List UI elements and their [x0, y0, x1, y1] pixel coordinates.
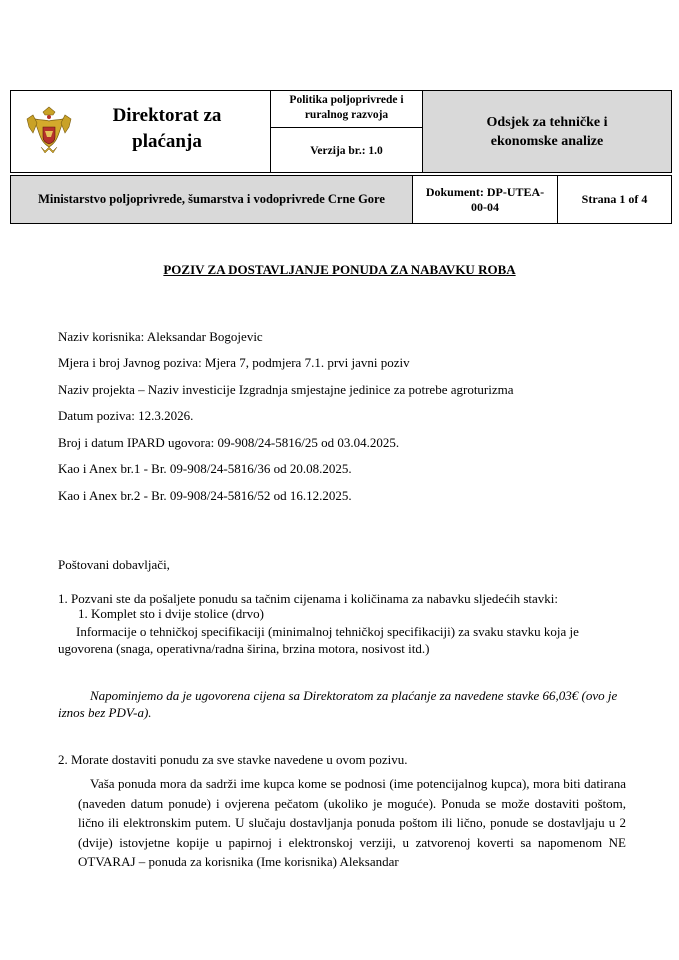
- header-table-top: [10, 90, 672, 173]
- coat-of-arms-icon: [25, 103, 73, 166]
- page-cell: [558, 176, 672, 224]
- ministry-text: Ministarstvo poljoprivrede, šumarstva i vodoprivrede Crne Gore: [38, 192, 385, 206]
- page-number: Strana 1 of 4: [581, 192, 648, 206]
- header-table-bottom: [10, 175, 672, 224]
- org-cell: [11, 91, 271, 173]
- section-2-text: 2. Morate dostaviti ponudu za sve stavke navedene u ovom pozivu.: [58, 752, 408, 767]
- info-date: Datum poziva: 12.3.2026.: [58, 408, 194, 423]
- document-cell: [413, 176, 558, 224]
- policy-cell: [271, 91, 423, 173]
- info-beneficiary: Naziv korisnika: Aleksandar Bogojevic: [58, 329, 263, 344]
- info-ipard-contract: Broj i datum IPARD ugovora: 09-908/24-5816/25 od 03.04.2025.: [58, 435, 400, 450]
- info-project: Naziv projekta – Naziv investicije Izgradnja smjestajne jedinice za potrebe agroturizma: [58, 382, 514, 397]
- ministry-cell: [11, 176, 413, 224]
- info-annex-1: Kao i Anex br.1 - Br. 09-908/24-5816/36 od 20.08.2025.: [58, 461, 352, 476]
- department-text: Odsjek za tehničke i ekonomske analize: [486, 114, 608, 149]
- section-1-item: 1. Komplet sto i dvije stolice (drvo): [78, 606, 264, 621]
- info-annex-2: Kao i Anex br.2 - Br. 09-908/24-5816/52 od 16.12.2025.: [58, 488, 352, 503]
- department-cell: [423, 91, 672, 173]
- version-text: Verzija br.: 1.0: [310, 145, 383, 157]
- greeting: Poštovani dobavljači,: [58, 557, 170, 572]
- section-2-paragraph: Vaša ponuda mora da sadrži ime kupca kome se podnosi (ime potencijalnog kupca), mora biti datirana (naveden datum ponude) i ovjerena pečatom (ukoliko je moguće). Ponuda se može dostaviti poštom, lično ili elektronskim putem. U slučaju dostavljanja ponuda poštom ili lično, ponude se dostavljaju u 2 (dvije) istovjetne kopije u papirnoj i elektronskoj verziji, u zatvorenoj koverti sa napomenom NE OTVARAJ – ponuda za korisnika (Ime korisnika) Aleksandar: [78, 776, 626, 869]
- policy-text: Politika poljoprivrede i ruralnog razvoja: [271, 91, 422, 128]
- document-text: Dokument: DP-UTEA-00-04: [425, 184, 545, 214]
- price-note: Napominjemo da je ugovorena cijena sa Direktoratom za plaćanje za navedene stavke 66,03€ (ovo je iznos bez PDV-a).: [58, 688, 618, 720]
- section-1-info: Informacije o tehničkoj specifikaciji (minimalnoj tehničkoj specifikaciji) za svaku stavku koja je ugovorena (snaga, operativna/radna širina, brzina motora, nosivost itd.): [58, 624, 579, 656]
- document-title: POZIV ZA DOSTAVLJANJE PONUDA ZA NABAVKU ROBA: [163, 262, 516, 277]
- section-1-text: 1. Pozvani ste da pošaljete ponudu sa tačnim cijenama i količinama za nabavku sljedećih stavki:: [58, 591, 558, 606]
- org-title: Direktorat za plaćanja: [112, 105, 222, 152]
- info-measure: Mjera i broj Javnog poziva: Mjera 7, podmjera 7.1. prvi javni poziv: [58, 355, 410, 370]
